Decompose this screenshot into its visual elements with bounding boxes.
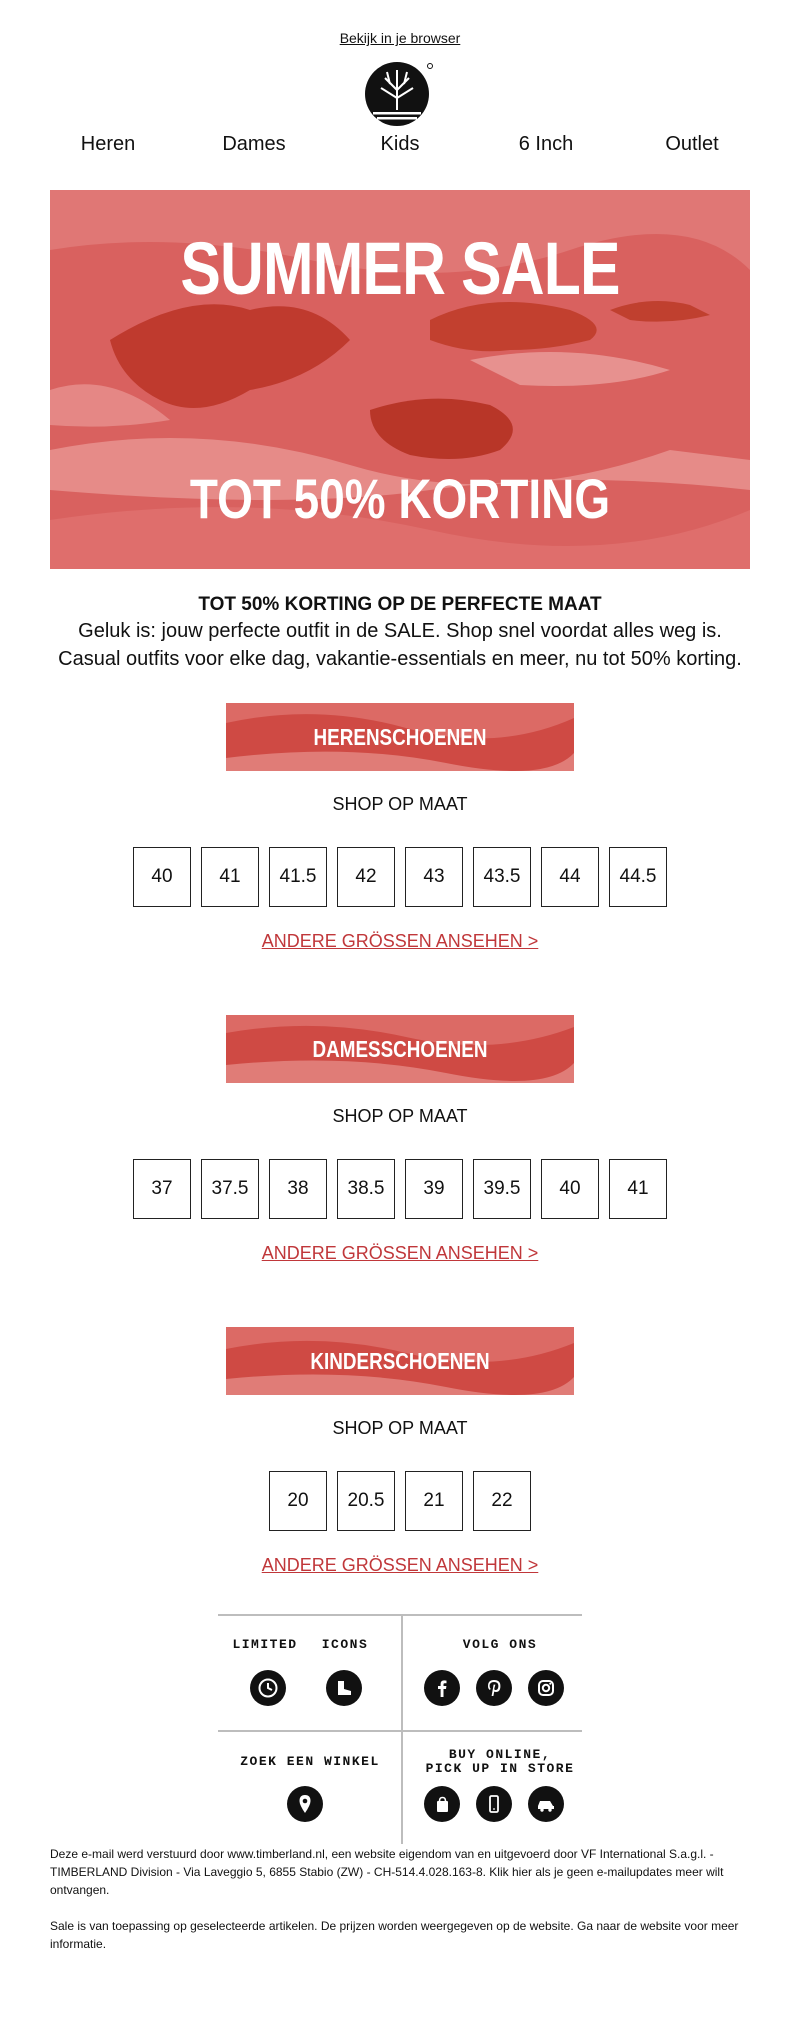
nav-item-outlet[interactable]: Outlet <box>665 133 719 155</box>
footer-grid-divider-top <box>218 1614 582 1616</box>
smartphone-icon[interactable] <box>476 1786 512 1822</box>
herenschoenen-banner-label: HERENSCHOENEN <box>313 724 487 750</box>
nav-item-kids[interactable]: Kids <box>380 133 420 155</box>
size-button[interactable]: 37.5 <box>201 1159 259 1219</box>
intro-line-1: Geluk is: jouw perfecte outfit in de SALE. Shop snel voordat alles weg is. <box>78 620 722 642</box>
pinterest-icon[interactable] <box>476 1670 512 1706</box>
shop-op-maat-label-heren: SHOP OP MAAT <box>332 794 468 814</box>
map-pin-icon[interactable] <box>287 1786 323 1822</box>
shopping-bag-icon[interactable] <box>424 1786 460 1822</box>
more-sizes-link-kinderen[interactable]: ANDERE GRÖSSEN ANSEHEN > <box>261 1555 539 1575</box>
hero-title: SUMMER SALE <box>180 227 620 310</box>
more-sizes-link-heren[interactable]: ANDERE GRÖSSEN ANSEHEN > <box>261 931 539 951</box>
shop-op-maat-label-kinderen: SHOP OP MAAT <box>332 1418 468 1438</box>
buy-online-label-line-2: PICK UP IN STORE <box>425 1761 575 1776</box>
size-button[interactable]: 43.5 <box>473 847 531 907</box>
size-button[interactable]: 43 <box>405 847 463 907</box>
size-button[interactable]: 20.5 <box>337 1471 395 1531</box>
main-nav <box>35 133 765 156</box>
footer-legal-text: Deze e-mail werd verstuurd door www.timberland.nl, een website eigendom van en uitgevoerd door VF International S.a.g.l. - TIMBERLAND Division - Via Laveggio 5, 6855 Stabio (ZW) - CH-514.4.028.163-8. Klik hier als je geen e-mailupdates meer wilt ontvangen. <box>50 1847 724 1897</box>
facebook-icon[interactable] <box>424 1670 460 1706</box>
more-sizes-link-dames[interactable]: ANDERE GRÖSSEN ANSEHEN > <box>261 1243 539 1263</box>
size-button[interactable]: 41.5 <box>269 847 327 907</box>
size-button[interactable]: 38 <box>269 1159 327 1219</box>
view-in-browser-link[interactable]: Bekijk in je browser <box>339 30 461 46</box>
kinderschoenen-banner-label: KINDERSCHOENEN <box>310 1348 490 1374</box>
size-list-kinderen <box>0 1471 800 1531</box>
kinderschoenen-banner[interactable] <box>226 1327 574 1395</box>
timberland-tree-logo-icon[interactable] <box>363 58 437 128</box>
size-button[interactable]: 20 <box>269 1471 327 1531</box>
zoek-een-winkel-label: ZOEK EEN WINKEL <box>240 1754 380 1769</box>
damesschoenen-banner[interactable] <box>226 1015 574 1083</box>
limited-label: LIMITED <box>232 1637 298 1652</box>
instagram-icon[interactable] <box>528 1670 564 1706</box>
footer-sale-note: Sale is van toepassing op geselecteerde artikelen. De prijzen worden weergegeven op de website. Ga naar de website voor meer informatie. <box>50 1919 739 1951</box>
size-button[interactable]: 40 <box>133 847 191 907</box>
size-button[interactable]: 42 <box>337 847 395 907</box>
size-list-dames <box>0 1159 800 1219</box>
size-button[interactable]: 40 <box>541 1159 599 1219</box>
size-button[interactable]: 41 <box>201 847 259 907</box>
nav-item-heren[interactable]: Heren <box>80 133 136 155</box>
clock-icon[interactable] <box>250 1670 286 1706</box>
nav-item-dames[interactable]: Dames <box>222 133 286 155</box>
size-button[interactable]: 41 <box>609 1159 667 1219</box>
size-button[interactable]: 37 <box>133 1159 191 1219</box>
icons-label: ICONS <box>321 1637 369 1652</box>
hero-subtitle: TOT 50% KORTING <box>189 467 611 530</box>
nav-item-6-inch[interactable]: 6 Inch <box>518 133 574 155</box>
size-button[interactable]: 39.5 <box>473 1159 531 1219</box>
size-list-heren <box>0 847 800 907</box>
footer-grid-divider-vertical <box>401 1614 403 1844</box>
damesschoenen-banner-label: DAMESSCHOENEN <box>312 1036 488 1062</box>
store-pickup-car-icon[interactable] <box>528 1786 564 1822</box>
hero-banner[interactable] <box>50 190 750 569</box>
volg-ons-label: VOLG ONS <box>462 1637 538 1652</box>
size-button[interactable]: 44 <box>541 847 599 907</box>
size-button[interactable]: 22 <box>473 1471 531 1531</box>
intro-title: TOT 50% KORTING OP DE PERFECTE MAAT <box>198 594 602 615</box>
footer-grid-divider-middle <box>218 1730 582 1732</box>
boot-icon[interactable] <box>326 1670 362 1706</box>
buy-online-label-line-1: BUY ONLINE, <box>448 1747 552 1762</box>
size-button[interactable]: 39 <box>405 1159 463 1219</box>
size-button[interactable]: 44.5 <box>609 847 667 907</box>
size-button[interactable]: 21 <box>405 1471 463 1531</box>
size-button[interactable]: 38.5 <box>337 1159 395 1219</box>
shop-op-maat-label-dames: SHOP OP MAAT <box>332 1106 468 1126</box>
intro-line-2: Casual outfits voor elke dag, vakantie-essentials en meer, nu tot 50% korting. <box>58 648 742 670</box>
herenschoenen-banner[interactable] <box>226 703 574 771</box>
